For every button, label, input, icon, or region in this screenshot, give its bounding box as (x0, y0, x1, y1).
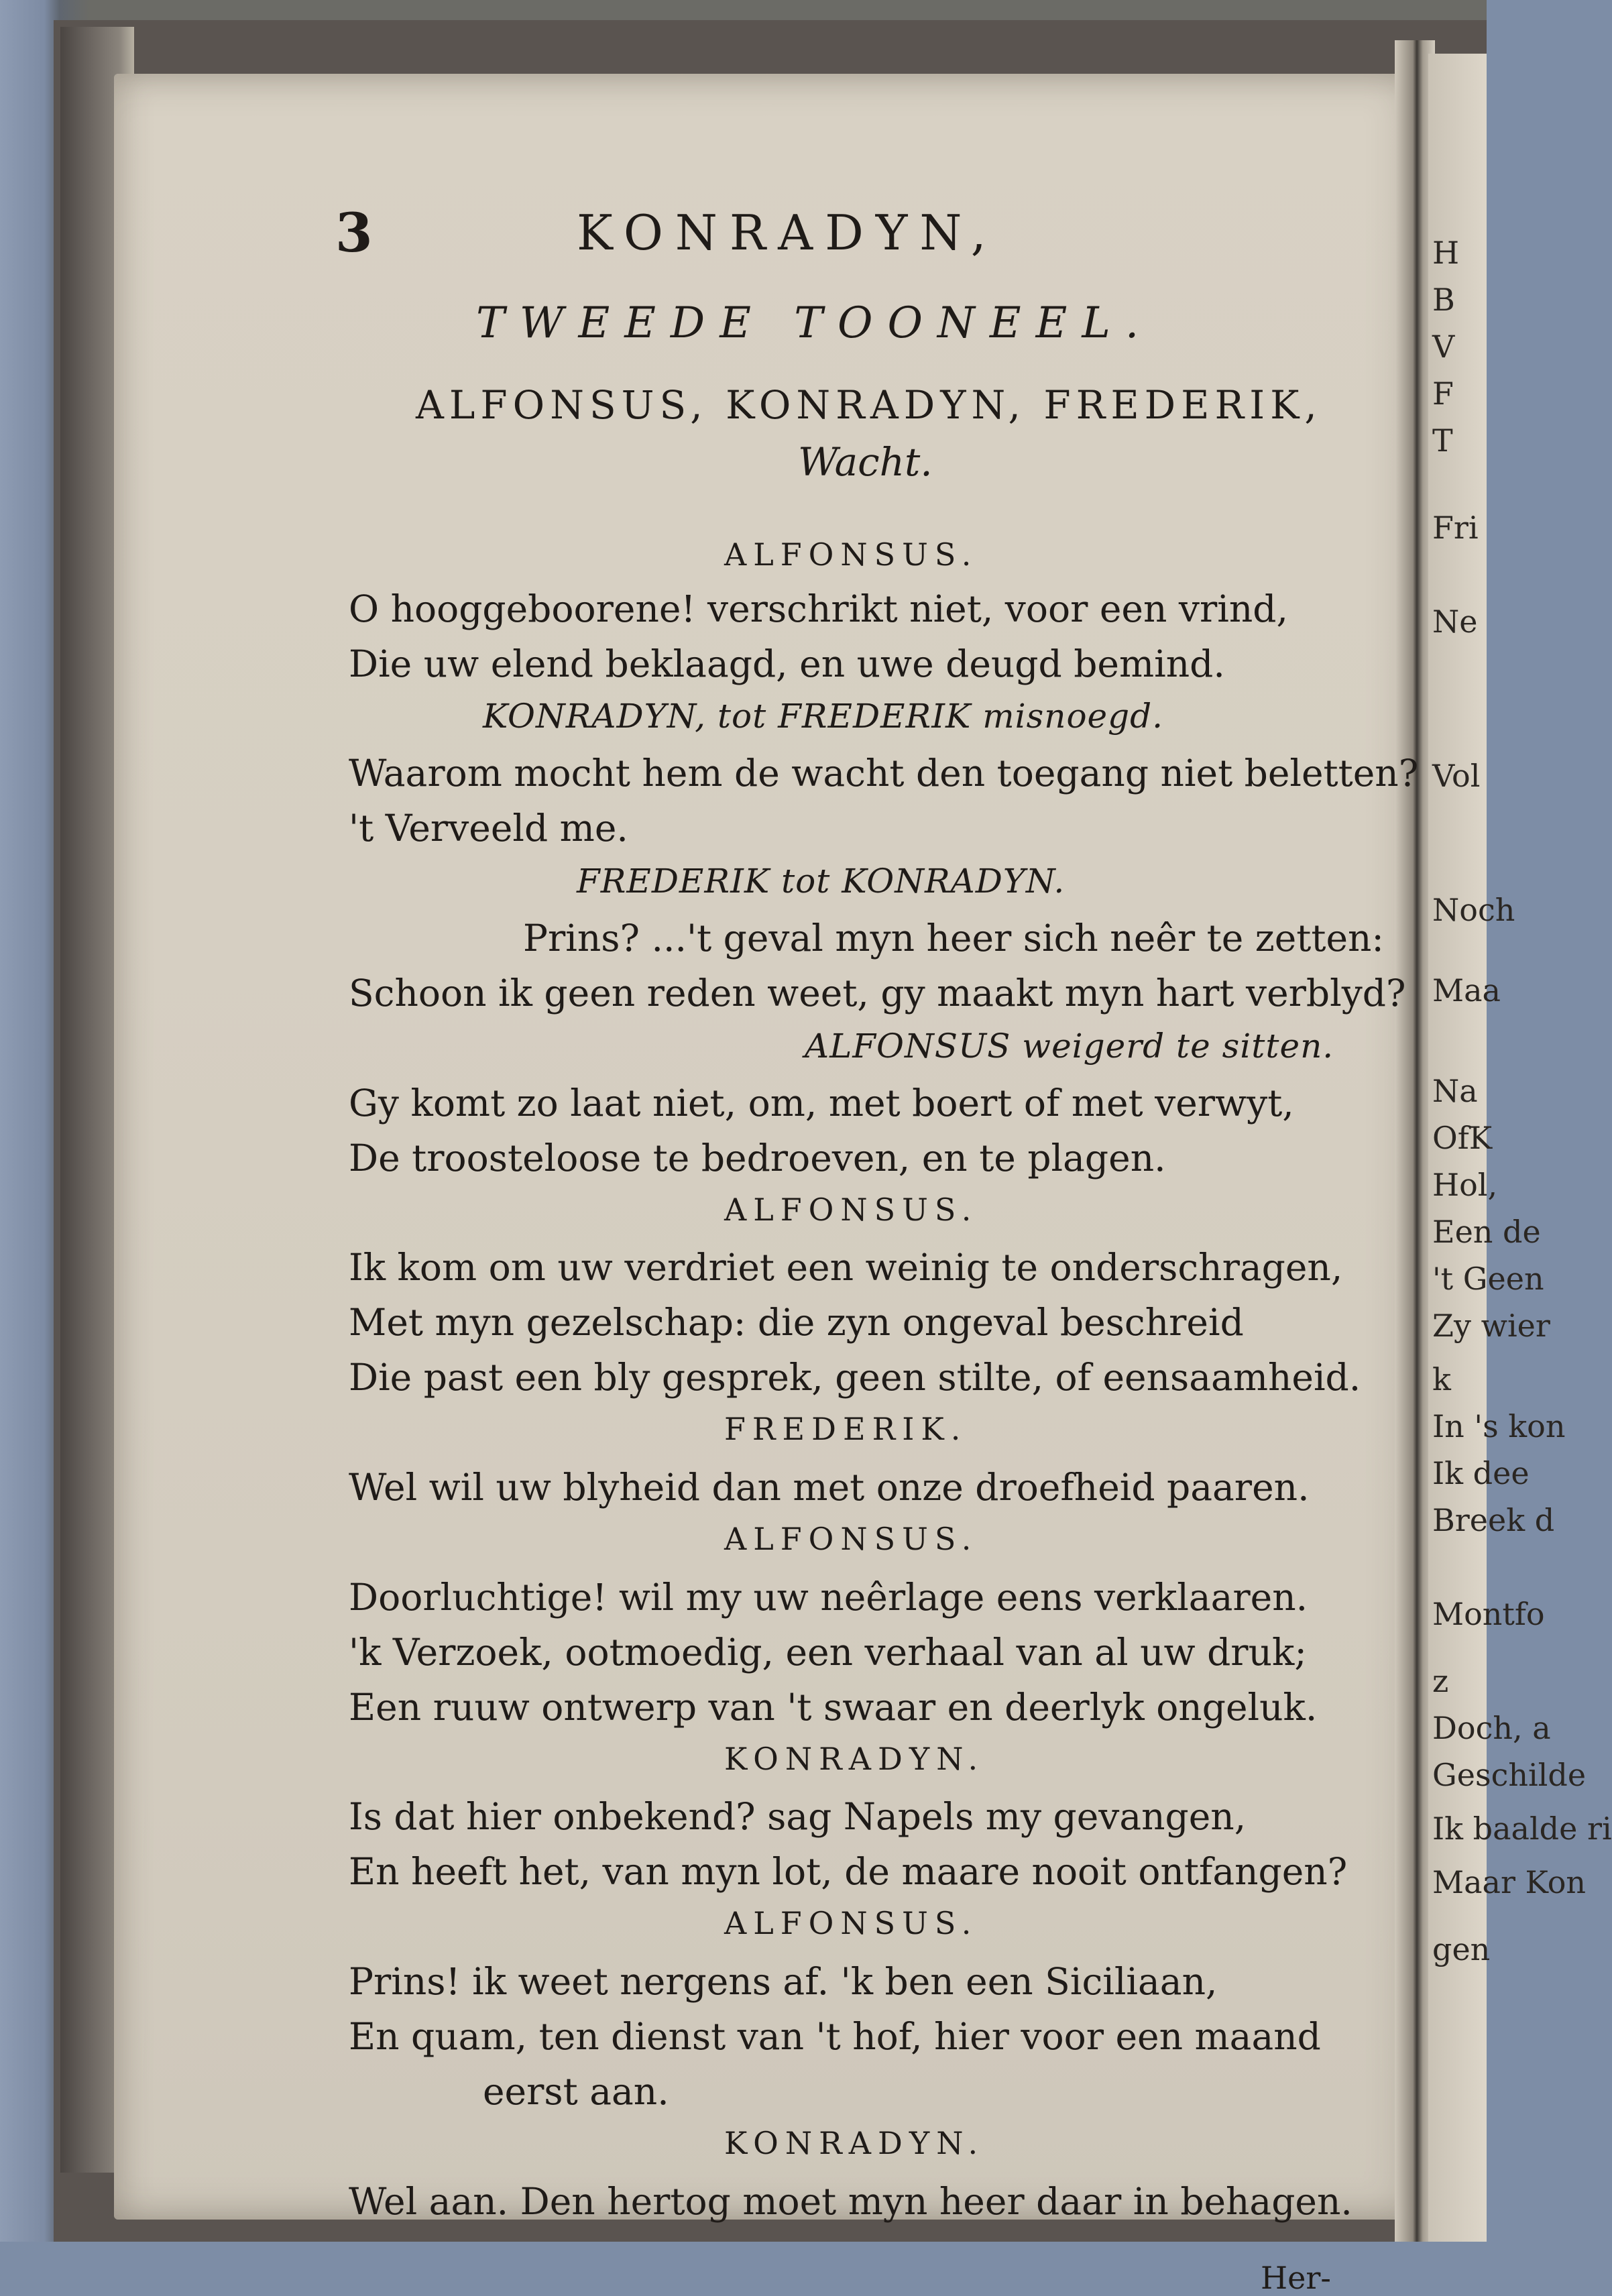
speaker-name: ALFONSUS. (724, 1521, 978, 1557)
facing-page-fragment: Ik dee (1432, 1455, 1530, 1491)
verse-line: Prins! ik weet nergens af. 'k ben een Siciliaan, (349, 1960, 1218, 2003)
facing-page-fragment: Geschilde (1432, 1757, 1587, 1793)
speaker-name: KONRADYN. (724, 2125, 985, 2161)
stage-direction: KONRADYN, tot FREDERIK misnoegd. (483, 697, 1164, 736)
verse-line: O hooggeboorene! verschrikt niet, voor een vrind, (349, 587, 1288, 630)
verse-line: En quam, ten dienst van 't hof, hier voor een maand (349, 2015, 1321, 2058)
facing-page-fragment: Na (1432, 1073, 1478, 1109)
scene-title: TWEEDE TOONEEL. (476, 298, 1154, 348)
speaker-name: KONRADYN. (724, 1741, 985, 1777)
facing-page-fragment: B (1432, 282, 1455, 318)
facing-page-fragment: T (1432, 422, 1453, 459)
verse-line: Een ruuw ontwerp van 't swaar en deerlyk ongeluk. (349, 1686, 1318, 1729)
speaker-name: ALFONSUS. (724, 1192, 978, 1228)
facing-page-fragment: Hol, (1432, 1167, 1498, 1203)
page-number: 3 (335, 201, 373, 264)
facing-page-fragment: Breek d (1432, 1502, 1555, 1538)
facing-page-fragment: H (1432, 235, 1460, 271)
speaker-name: ALFONSUS. (724, 536, 978, 573)
cast-list-extra: Wacht. (798, 439, 933, 485)
verse-line: Gy komt zo laat niet, om, met boert of met verwyt, (349, 1082, 1294, 1125)
facing-page-fragment: Ik baalde ri (1432, 1811, 1612, 1847)
running-head (335, 188, 1140, 268)
verse-line: Die uw elend beklaagd, en uwe deugd bemind. (349, 642, 1225, 685)
verse-line: Prins? ...'t geval myn heer sich neêr te zetten: (523, 917, 1384, 960)
facing-page-fragment: Maar Kon (1432, 1864, 1587, 1900)
facing-page-fragment: In 's kon (1432, 1408, 1566, 1444)
verse-line: Wel wil uw blyheid dan met onze droefheid paaren. (349, 1466, 1310, 1509)
running-title: KONRADYN, (577, 205, 998, 261)
verse-line: Doorluchtige! wil my uw neêrlage eens verklaaren. (349, 1576, 1308, 1619)
verse-line: Waarom mocht hem de wacht den toegang niet beletten? (349, 752, 1419, 795)
facing-page-fragment: Vol (1432, 758, 1481, 794)
facing-page-fragment: z (1432, 1663, 1449, 1699)
facing-page-fragment: Maa (1432, 972, 1501, 1009)
facing-page-fragment: gen (1432, 1931, 1491, 1967)
verse-line: Met myn gezelschap: die zyn ongeval beschreid (349, 1301, 1244, 1344)
facing-page (1428, 54, 1612, 2242)
facing-page-fragment: Doch, a (1432, 1710, 1551, 1746)
verse-line: De troosteloose te bedroeven, en te plagen. (349, 1137, 1166, 1180)
verse-line: En heeft het, van myn lot, de maare nooit ontfangen? (349, 1850, 1348, 1893)
facing-page-fragment: OfK (1432, 1120, 1493, 1156)
stage-direction: ALFONSUS weigerd te sitten. (805, 1027, 1334, 1066)
facing-page-fragment: V (1432, 329, 1455, 365)
facing-page-fragment: Zy wier (1432, 1308, 1550, 1344)
facing-page-fragment: k (1432, 1361, 1451, 1397)
facing-page-fragment: Fri (1432, 510, 1479, 546)
facing-page-fragment: Ne (1432, 604, 1478, 640)
stage-direction: FREDERIK tot KONRADYN. (577, 862, 1066, 901)
verse-line: 't Verveeld me. (349, 807, 628, 850)
cast-list: ALFONSUS, KONRADYN, FREDERIK, (416, 382, 1322, 428)
facing-page-fragment: Montfo (1432, 1596, 1545, 1632)
facing-page-fragment: Een de (1432, 1214, 1541, 1250)
verse-line: eerst aan. (483, 2070, 669, 2113)
verse-line: Is dat hier onbekend? sag Napels my gevangen, (349, 1795, 1247, 1838)
facing-page-fragment: Noch (1432, 892, 1515, 928)
speaker-name: FREDERIK. (724, 1411, 968, 1447)
catchword: Her- (1261, 2260, 1331, 2296)
facing-page-fragment: F (1432, 376, 1454, 412)
verse-line: Die past een bly gesprek, geen stilte, of eensaamheid. (349, 1356, 1361, 1399)
speaker-name: ALFONSUS. (724, 1905, 978, 1941)
verse-line: Wel aan. Den hertog moet myn heer daar in behagen. (349, 2180, 1352, 2223)
verse-line: 'k Verzoek, ootmoedig, een verhaal van al uw druk; (349, 1631, 1307, 1674)
facing-page-fragment: 't Geen (1432, 1261, 1544, 1297)
verse-line: Schoon ik geen reden weet, gy maakt myn hart verblyd? (349, 972, 1406, 1015)
verse-line: Ik kom om uw verdriet een weinig te onderschragen, (349, 1246, 1343, 1289)
